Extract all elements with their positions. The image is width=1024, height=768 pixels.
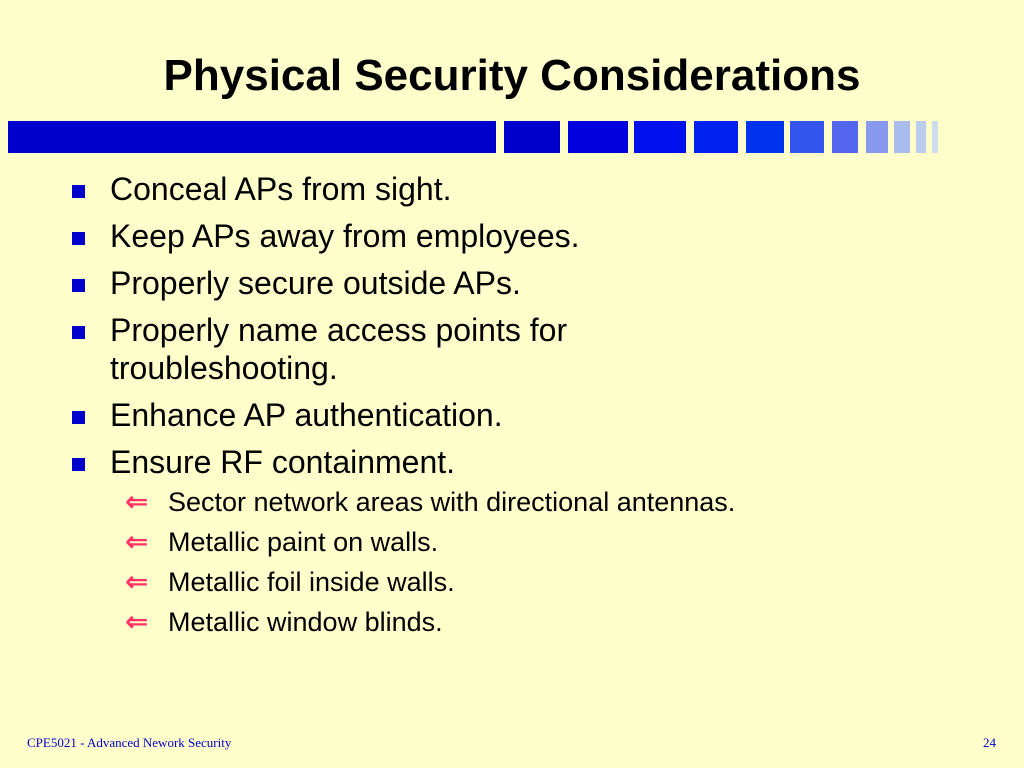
square-bullet-icon (72, 326, 85, 339)
sub-bullet-item (70, 565, 970, 599)
bullet-item (70, 443, 970, 481)
bullet-text: Properly secure outside APs. (110, 265, 521, 301)
bullet-list (70, 170, 970, 645)
bar-segment (832, 121, 858, 153)
bullet-text: Enhance AP authentication. (110, 397, 503, 433)
bar-segment (894, 121, 910, 153)
bullet-text: Conceal APs from sight. (110, 171, 452, 207)
sub-bullet-item (70, 525, 970, 559)
bar-segment (694, 121, 738, 153)
bullet-item (70, 396, 970, 434)
bullet-item (70, 217, 970, 255)
bar-segment (8, 121, 496, 153)
bullet-text: Ensure RF containment. (110, 444, 456, 480)
sub-bullet-text: Sector network areas with directional antennas. (168, 487, 736, 517)
sub-bullet-item (70, 485, 970, 519)
bar-segment (932, 121, 938, 153)
title-underline-bar (8, 121, 948, 153)
bar-segment (790, 121, 824, 153)
sub-bullet-text: Metallic foil inside walls. (168, 567, 455, 597)
bar-segment (866, 121, 888, 153)
footer-page-number: 24 (983, 735, 996, 750)
square-bullet-icon (72, 232, 85, 245)
left-arrow-icon: ⇐ (125, 605, 149, 638)
bullet-item (70, 311, 730, 387)
bar-segment (568, 121, 628, 153)
bar-segment (916, 121, 926, 153)
square-bullet-icon (72, 411, 85, 424)
sub-bullet-text: Metallic paint on walls. (168, 527, 439, 557)
left-arrow-icon: ⇐ (125, 565, 149, 598)
square-bullet-icon (72, 458, 85, 471)
left-arrow-icon: ⇐ (125, 485, 149, 518)
bullet-text: Properly name access points for troubleshooting. (110, 312, 568, 386)
sub-bullet-text: Metallic window blinds. (168, 607, 443, 637)
bullet-text: Keep APs away from employees. (110, 218, 580, 254)
bullet-item (70, 264, 970, 302)
sub-bullet-item (70, 605, 970, 639)
bar-segment (746, 121, 784, 153)
left-arrow-icon: ⇐ (125, 525, 149, 558)
bar-segment (504, 121, 560, 153)
square-bullet-icon (72, 279, 85, 292)
footer-course-label: CPE5021 - Advanced Nework Security (27, 735, 232, 750)
slide-title: Physical Security Considerations (163, 51, 861, 100)
bar-segment (634, 121, 686, 153)
bullet-item (70, 170, 970, 208)
square-bullet-icon (72, 185, 85, 198)
